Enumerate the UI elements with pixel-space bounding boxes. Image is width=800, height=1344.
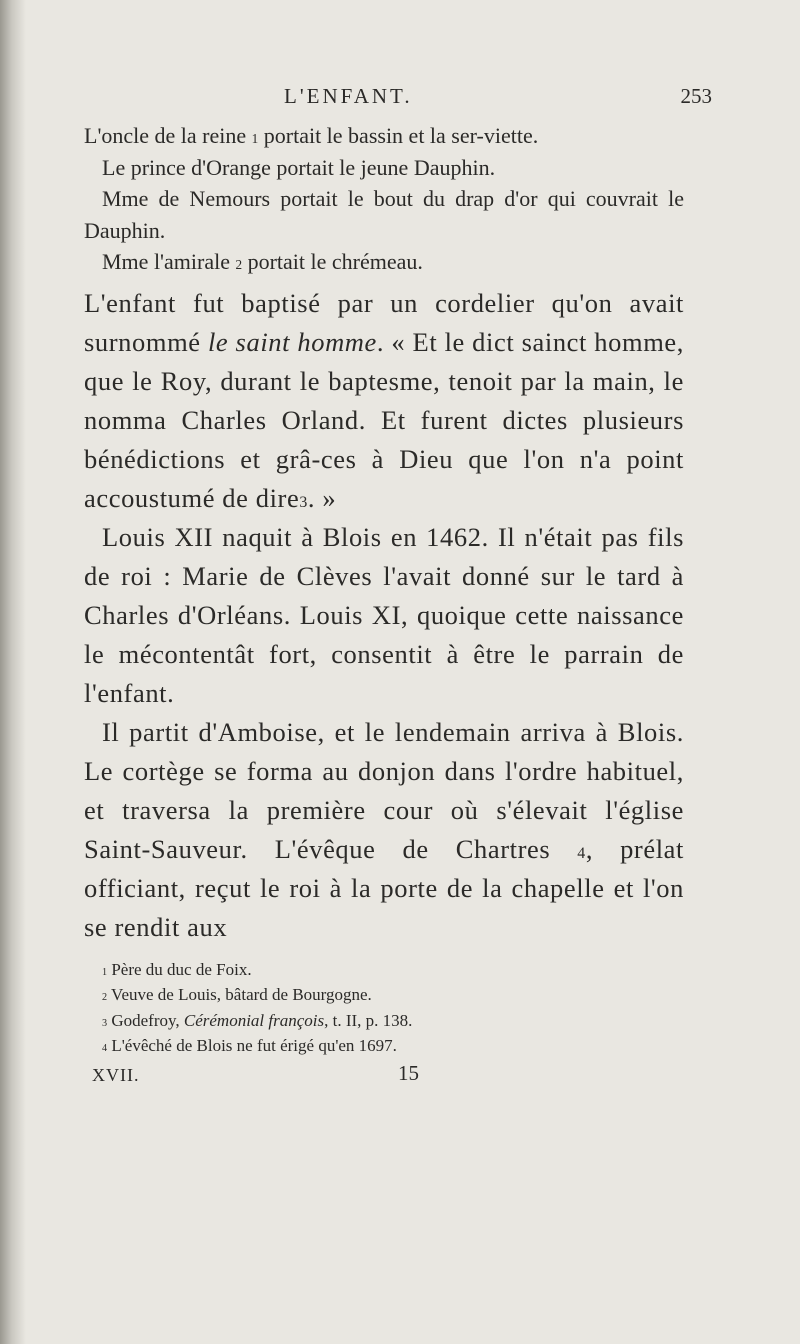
text: . « Et le dict sainct homme, que le Roy, durant le baptesme, tenoit par la main, le nomma Charles Orland. Et furent dictes plusieurs bénédictions et grâ-ces à Dieu que l'on n'a point accoustumé de dire bbox=[84, 326, 684, 513]
paragraph-procession bbox=[84, 713, 684, 947]
italic-text: Cérémonial françois bbox=[183, 1010, 325, 1030]
book-page bbox=[84, 84, 712, 1091]
text: portait le bassin et la ser-viette. bbox=[258, 123, 539, 148]
footnote-text: Veuve de Louis, bâtard de Bourgogne. bbox=[111, 985, 372, 1004]
text: L'enfant fut baptisé par un cordelier qu'on avait surnommé bbox=[84, 287, 684, 357]
footnote-3 bbox=[84, 1008, 684, 1034]
paragraph-louis-xii: Louis XII naquit à Blois en 1462. Il n'était pas fils de roi : Marie de Clèves l'avait donné sur le tard à Charles d'Orléans. Louis XI, quoique cette naissance le mécontentât fort, consentit à être le parrain de l'enfant. bbox=[84, 521, 684, 708]
footnote-number: 1 bbox=[102, 966, 108, 978]
running-title: L'ENFANT. bbox=[284, 84, 413, 108]
paragraph-amirale bbox=[84, 246, 684, 278]
text: , prélat officiant, reçut le roi à la porte de la chapelle et l'on se rendit aux bbox=[84, 833, 684, 942]
page-header bbox=[84, 84, 712, 120]
paragraph-uncle bbox=[84, 120, 684, 152]
footnote-ref-1: 1 bbox=[251, 131, 259, 146]
page-number: 253 bbox=[680, 84, 712, 108]
text: portait le chrémeau. bbox=[242, 249, 423, 274]
footnote-text: , t. II, p. 138. bbox=[324, 1010, 413, 1030]
text: L'oncle de la reine bbox=[84, 123, 247, 148]
footnote-ref-3: 3 bbox=[299, 493, 308, 511]
book-spine-shadow bbox=[0, 0, 26, 1344]
footnote-4 bbox=[84, 1033, 684, 1059]
footnote-1 bbox=[84, 957, 684, 983]
footnote-text: Godefroy, bbox=[111, 1010, 184, 1030]
signature-mark: XVII. bbox=[92, 1064, 140, 1085]
text: Il partit d'Amboise, et le lendemain arriva à Blois. Le cortège se forma au donjon dans l'ordre habituel, et traversa la première cour où s'élevait l'église Saint-Sauveur. L'évêque de Chartres bbox=[84, 716, 684, 864]
footnotes bbox=[84, 957, 684, 1059]
footnote-text: Père du duc de Foix. bbox=[111, 959, 252, 979]
printer-signature bbox=[84, 1061, 684, 1091]
footnote-ref-2: 2 bbox=[235, 257, 243, 272]
text: . » bbox=[307, 482, 337, 513]
footnote-text: L'évêché de Blois ne fut érigé qu'en 1697. bbox=[111, 1036, 397, 1055]
italic-text: le saint homme bbox=[207, 326, 377, 357]
footnote-number: 2 bbox=[102, 992, 108, 1003]
footnote-2 bbox=[84, 982, 684, 1008]
signature-number: 15 bbox=[398, 1060, 419, 1085]
text: Mme l'amirale bbox=[102, 249, 230, 274]
footnote-ref-4: 4 bbox=[577, 844, 586, 862]
paragraph-baptism bbox=[84, 284, 684, 518]
footnote-number: 4 bbox=[102, 1043, 108, 1054]
paragraph-orange: Le prince d'Orange portait le jeune Dauphin. bbox=[102, 154, 496, 180]
footnote-number: 3 bbox=[102, 1017, 108, 1029]
paragraph-nemours: Mme de Nemours portait le bout du drap d'or qui couvrait le Dauphin. bbox=[84, 186, 684, 243]
